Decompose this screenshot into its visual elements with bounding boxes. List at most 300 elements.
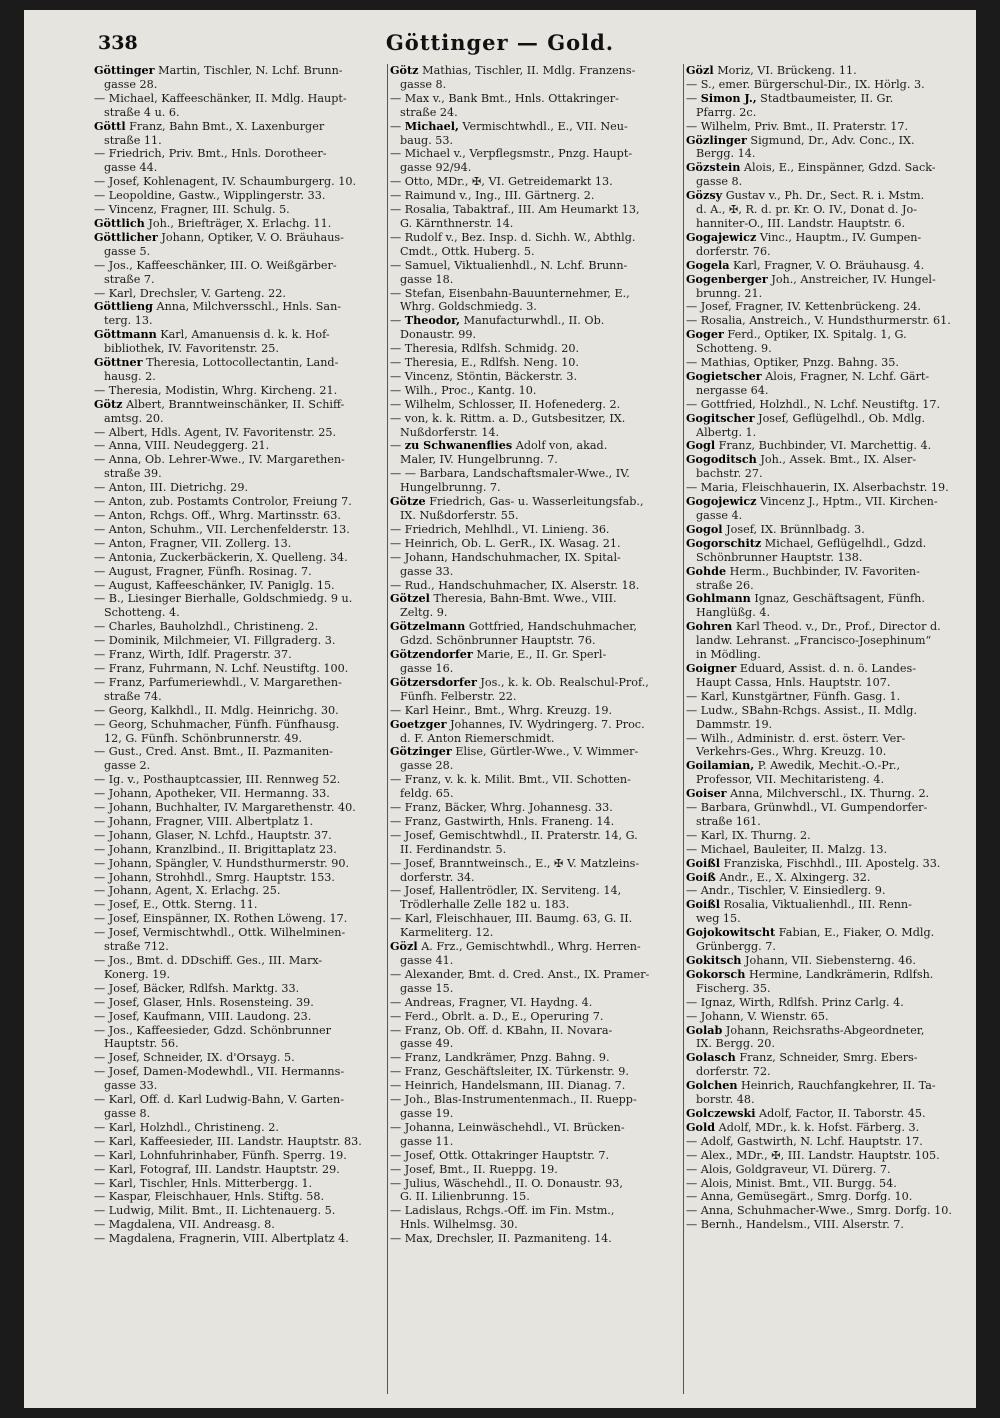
directory-entry: — Ferd., Obrlt. a. D., E., Operuring 7. (390, 1009, 604, 1023)
directory-entry: Pfarrg. 2c. (696, 105, 757, 119)
entry-surname: Goiß (686, 870, 716, 884)
entry-surname: Golczewski (686, 1106, 756, 1120)
entry-surname: Golchen (686, 1079, 738, 1093)
directory-entry: dorferstr. 34. (400, 870, 475, 884)
directory-entry: — Anna, Ob. Lehrer-Wwe., IV. Margarethen- (94, 453, 345, 467)
directory-entry: hausg. 2. (104, 369, 156, 383)
directory-entry: — Franz, Ob. Off. d. KBahn, II. Novara- (390, 1023, 613, 1037)
directory-entry: gasse 33. (400, 564, 454, 578)
directory-entry: d. F. Anton Riemerschmidt. (400, 731, 555, 745)
directory-entry: gasse 5. (104, 244, 151, 258)
directory-entry: Fünfh. Felberstr. 22. (400, 689, 517, 703)
directory-entry (686, 453, 962, 467)
directory-entry: — Karl, Holzhdl., Christineng. 2. (94, 1120, 279, 1134)
directory-entry: terg. 13. (104, 314, 153, 328)
entry-details: Vincenz J., Hptm., VII. Kirchen- (760, 495, 938, 509)
entry-details: Fabian, E., Fiaker, O. Mdlg. (778, 926, 935, 940)
entry-details: Sigmund, Dr., Adv. Conc., IX. (750, 133, 915, 147)
directory-entry: Grünbergg. 7. (696, 940, 776, 954)
directory-entry: — Franz, Landkrämer, Pnzg. Bahng. 9. (390, 1051, 610, 1065)
directory-entry: gasse 49. (400, 1037, 454, 1051)
directory-entry: — Theresia, Modistin, Whrg. Kircheng. 21. (94, 383, 338, 397)
directory-entry: — Ludw., SBahn-Rchgs. Assist., II. Mdlg. (686, 703, 918, 717)
entry-surname: Göttlicher (94, 230, 158, 244)
directory-entry: gasse 33. (104, 1079, 158, 1093)
entry-details: Alois, E., Einspänner, Gdzd. Sack- (743, 161, 936, 175)
entry-surname: Goetzger (390, 717, 447, 731)
directory-entry: — Josef, Glaser, Hnls. Rosensteing. 39. (94, 995, 314, 1009)
entry-surname: Gohde (686, 564, 727, 578)
entry-surname: Gözl (686, 64, 714, 77)
directory-entry (686, 926, 962, 940)
directory-entry: Schotteng. 4. (104, 606, 180, 620)
directory-entry: — Josef, Ottk. Ottakringer Hauptstr. 7. (390, 1148, 610, 1162)
entry-details: Franz, Bahn Bmt., X. Laxenburger (129, 119, 325, 133)
entry-surname: Göttmann (94, 328, 157, 342)
directory-entry: Hungelbrunng. 7. (400, 481, 501, 495)
entry-details: Jos., k. k. Ob. Realschul-Prof., (480, 675, 649, 689)
entry-details: Gottfried, Handschuhmacher, (468, 620, 637, 634)
directory-entry: — Dominik, Milchmeier, VI. Fillgraderg. 3. (94, 634, 336, 648)
directory-entry: Konerg. 19. (104, 967, 171, 981)
directory-entry: straße 11. (104, 133, 162, 147)
directory-entry: — Ignaz, Wirth, Rdlfsh. Prinz Carlg. 4. (686, 995, 904, 1009)
directory-page (24, 10, 976, 1408)
directory-entry: — Johann, Agent, X. Erlachg. 25. (94, 884, 281, 898)
entry-details: Eduard, Assist. d. n. ö. Landes- (739, 661, 916, 675)
directory-entry: — Franz, Parfumeriewhdl., V. Margarethen- (94, 675, 342, 689)
directory-entry: Dammstr. 19. (696, 717, 773, 731)
directory-entry: gasse 41. (400, 954, 454, 967)
directory-entry: — Joh., Blas-Instrumentenmach., II. Ruepp- (390, 1093, 637, 1107)
entry-surname: Götz (390, 64, 419, 77)
directory-entry: dorferstr. 76. (696, 244, 771, 258)
directory-entry: G. II. Lilienbrunng. 15. (400, 1190, 530, 1204)
directory-entry: — Wilh., Administr. d. erst. österr. Ver- (686, 731, 906, 745)
directory-entry: gasse 15. (400, 981, 454, 995)
directory-entry: — Josef, Bäcker, Rdlfsh. Marktg. 33. (94, 981, 300, 995)
directory-entry (686, 592, 962, 606)
entry-details: Gustav v., Ph. Dr., Sect. R. i. Mstm. (725, 189, 925, 203)
directory-entry: — Michael, Bauleiter, II. Malzg. 13. (686, 842, 888, 856)
directory-entry: — Antonia, Zuckerbäckerin, X. Quelleng. 34. (94, 550, 348, 564)
directory-entry: weg 15. (696, 912, 741, 926)
entry-surname: Gojokowitscht (686, 926, 776, 940)
directory-entry: — Ig. v., Posthauptcassier, III. Rennweg 52. (94, 773, 341, 787)
directory-entry (686, 259, 962, 273)
directory-entry: — Johanna, Leinwäschehdl., VI. Brücken- (390, 1120, 625, 1134)
directory-entry: — Heinrich, Handelsmann, III. Dianag. 7. (390, 1079, 626, 1093)
entry-surname: Gogenberger (686, 272, 768, 286)
directory-entry: Cmdt., Ottk. Huberg. 5. (400, 244, 535, 258)
directory-entry: — Vincenz, Fragner, III. Schulg. 5. (94, 203, 290, 217)
directory-entry: Karmeliterg. 12. (400, 926, 494, 940)
directory-entry: — Josef, Hallentrödler, IX. Serviteng. 14, (390, 884, 622, 898)
directory-entry: — Josef, Gemischtwhdl., II. Praterstr. 14, G. (390, 828, 638, 842)
directory-entry: — Ludwig, Milit. Bmt., II. Lichtenauerg. 5. (94, 1204, 336, 1218)
directory-entry: — Johann, Glaser, N. Lchfd., Hauptstr. 37. (94, 828, 332, 842)
directory-entry: gasse 4. (696, 509, 743, 522)
entry-surname: Goger (686, 328, 724, 342)
directory-entry: — Jos., Bmt. d. DDschiff. Ges., III. Marx- (94, 954, 323, 967)
directory-entry: — Michael, Kaffeeschänker, II. Mdlg. Haupt- (94, 91, 347, 105)
entry-surname: Göttlieng (94, 300, 153, 314)
directory-entry: Zeltg. 9. (400, 606, 448, 620)
directory-entry: — Alois, Minist. Bmt., VII. Burgg. 54. (686, 1176, 897, 1190)
directory-entry (686, 1051, 962, 1065)
directory-entry: — Albert, Hdls. Agent, IV. Favoritenstr. 25. (94, 425, 337, 439)
directory-entry (686, 1107, 962, 1121)
directory-entry: feldg. 65. (400, 787, 454, 801)
entry-surname: Gözl (390, 940, 418, 954)
directory-entry: — Adolf, Gastwirth, N. Lchf. Hauptstr. 17. (686, 1134, 923, 1148)
entry-surname: Götzelmann (390, 620, 466, 634)
directory-entry: — Karl, Fleischhauer, III. Baumg. 63, G. II. (390, 912, 633, 926)
entry-details: Johannes, IV. Wydringerg. 7. Proc. (450, 717, 645, 731)
directory-entry: — Otto, MDr., ✠, VI. Getreidemarkt 13. (390, 175, 613, 189)
directory-entry: — Johann, V. Wienstr. 65. (686, 1009, 829, 1023)
directory-entry: gasse 8. (696, 175, 743, 189)
directory-entry: straße 26. (696, 578, 754, 592)
directory-entry: II. Ferdinandstr. 5. (400, 842, 507, 856)
directory-entry: — Franz, Bäcker, Whrg. Johannesg. 33. (390, 801, 613, 815)
entry-details: Martin, Tischler, N. Lchf. Brunn- (158, 64, 343, 77)
entry-details: Rosalia, Viktualienhdl., III. Renn- (723, 898, 912, 912)
directory-entry: — Charles, Bauholzhdl., Christineng. 2. (94, 620, 319, 634)
entry-surname: Golasch (686, 1051, 736, 1065)
directory-entry: — Rudolf v., Bez. Insp. d. Sichh. W., Abthlg. (390, 230, 636, 244)
directory-entry (390, 648, 682, 662)
directory-entry: — Karl, Drechsler, V. Garteng. 22. (94, 286, 286, 300)
directory-entry (94, 120, 386, 134)
directory-entry: — Josef, E., Ottk. Sterng. 11. (94, 898, 258, 912)
entry-surname: Gokitsch (686, 954, 742, 967)
entry-details: Albert, Branntweinschänker, II. Schiff- (126, 397, 345, 411)
directory-entry (686, 787, 962, 801)
directory-entry: — Anna, VIII. Neudeggerg. 21. (94, 439, 270, 453)
directory-entry (686, 134, 962, 148)
directory-entry: G. Kärnthnerstr. 14. (400, 216, 514, 230)
directory-entry (94, 64, 386, 78)
directory-entry: — Josef, Einspänner, IX. Rothen Löweng. 17. (94, 912, 348, 926)
entry-details: Joh., Assek. Bmt., IX. Alser- (760, 453, 917, 467)
directory-entry (686, 537, 962, 551)
directory-entry: — Franz, Fuhrmann, N. Lchf. Neustiftg. 100. (94, 661, 349, 675)
entry-surname: Gogajewicz (686, 230, 757, 244)
directory-entry: — Johann, Spängler, V. Hundsthurmerstr. 90. (94, 856, 350, 870)
entry-details: Hermine, Landkrämerin, Rdlfsh. (748, 967, 934, 981)
directory-entry: gasse 18. (400, 272, 454, 286)
column-divider (387, 64, 388, 1394)
directory-entry: straße 712. (104, 940, 169, 954)
entry-surname: Gözstein (686, 161, 741, 175)
directory-entry (686, 231, 962, 245)
directory-entry: — Anton, III. Dietrichg. 29. (94, 481, 249, 495)
directory-entry: — B., Liesinger Bierhalle, Goldschmiedg. 9 u. (94, 592, 353, 606)
directory-entry (94, 231, 386, 245)
directory-entry: — Julius, Wäschehdl., II. O. Donaustr. 93, (390, 1176, 623, 1190)
directory-entry: — Josef, Branntweinsch., E., ✠ V. Matzleins- (390, 856, 640, 870)
directory-entry: — Andr., Tischler, V. Einsiedlerg. 9. (686, 884, 886, 898)
entry-details: Joh., Anstreicher, IV. Hungel- (771, 272, 936, 286)
directory-entry: — zu Schwanenflies Adolf von, akad. (390, 439, 608, 453)
directory-entry: gasse 16. (400, 661, 454, 675)
directory-entry: — Theodor, Manufacturwhdl., II. Ob. (390, 314, 605, 328)
entry-details: Franziska, Fischhdl., III. Apostelg. 33. (723, 856, 941, 870)
directory-entry (686, 759, 962, 773)
directory-entry: — Barbara, Grünwhdl., VI. Gumpendorfer- (686, 801, 928, 815)
entry-details: Friedrich, Gas- u. Wasserleitungsfab., (429, 495, 644, 509)
directory-entry: — Alexander, Bmt. d. Cred. Anst., IX. Pramer- (390, 967, 650, 981)
directory-entry: — Maria, Fleischhauerin, IX. Alserbachstr. 19. (686, 481, 949, 495)
directory-entry (390, 718, 682, 732)
entry-surname: Götzinger (390, 745, 452, 759)
directory-entry (686, 161, 962, 175)
directory-entry: — Anton, zub. Postamts Controlor, Freiung 7. (94, 495, 352, 509)
entry-details: Johann, Optiker, V. O. Bräuhaus- (161, 230, 344, 244)
entry-details: Joh., Briefträger, X. Erlachg. 11. (148, 216, 332, 230)
directory-entry (390, 676, 682, 690)
directory-entry: — Josef, Damen-Modewhdl., VII. Hermanns- (94, 1065, 345, 1079)
entry-surname: Göttinger (94, 64, 155, 77)
directory-entry (686, 370, 962, 384)
entry-surname: Gözsy (686, 189, 723, 203)
directory-entry: — Karl, Lohnfuhrinhaber, Fünfh. Sperrg. 19. (94, 1148, 347, 1162)
entry-surname: Götzendorfer (390, 648, 473, 662)
entry-surname: Göttner (94, 356, 143, 370)
entry-surname: Göttl (94, 119, 126, 133)
entry-details: Herm., Buchbinder, IV. Favoriten- (729, 564, 920, 578)
directory-entry (686, 871, 962, 885)
directory-entry: 12, G. Fünfh. Schönbrunnerstr. 49. (104, 731, 303, 745)
directory-entry: — Johann, Buchhalter, IV. Margarethenstr. 40. (94, 801, 356, 815)
directory-entry: — Wilhelm, Priv. Bmt., II. Praterstr. 17. (686, 119, 909, 133)
directory-entry: — Wilh., Proc., Kantg. 10. (390, 383, 537, 397)
directory-columns (94, 64, 962, 1394)
directory-entry: — Jos., Kaffeesieder, Gdzd. Schönbrunner (94, 1023, 331, 1037)
directory-entry: straße 7. (104, 272, 155, 286)
directory-entry: — — Barbara, Landschaftsmaler-Wwe., IV. (390, 467, 630, 481)
directory-entry: — Karl, Kaffeesieder, III. Landstr. Hauptstr. 83. (94, 1134, 362, 1148)
entry-details: Franz, Buchbinder, VI. Marchettig. 4. (718, 439, 932, 453)
directory-entry: — Johann, Strohhdl., Smrg. Hauptstr. 153. (94, 870, 335, 884)
entry-details: Ferd., Optiker, IX. Spitalg. 1, G. (727, 328, 907, 342)
directory-entry: landw. Lehranst. „Francisco-Josephinum“ (696, 634, 932, 648)
directory-entry: gasse 92/94. (400, 161, 472, 175)
directory-entry: straße 74. (104, 689, 162, 703)
directory-entry: — Gottfried, Holzhdl., N. Lchf. Neustiftg. 17. (686, 397, 941, 411)
directory-entry: nergasse 64. (696, 383, 769, 397)
directory-entry: — Johann, Handschuhmacher, IX. Spital- (390, 550, 621, 564)
entry-surname: Götze (390, 495, 426, 509)
entry-surname: Gogl (686, 439, 716, 453)
directory-entry: gasse 8. (400, 77, 447, 91)
directory-entry: — Josef, Fragner, IV. Kettenbrückeng. 24. (686, 300, 921, 314)
entry-surname: Golab (686, 1023, 723, 1037)
directory-entry: — Leopoldine, Gastw., Wipplingerstr. 33. (94, 189, 326, 203)
directory-entry: gasse 19. (400, 1106, 454, 1120)
entry-surname: Gohren (686, 620, 733, 634)
directory-entry: Professor, VII. Mechitaristeng. 4. (696, 773, 885, 787)
directory-entry: — Michael, Vermischtwhdl., E., VII. Neu- (390, 119, 628, 133)
directory-entry: — Josef, Vermischtwhdl., Ottk. Wilhelminen- (94, 926, 346, 940)
directory-entry: — Theresia, E., Rdlfsh. Neng. 10. (390, 356, 579, 370)
directory-entry: — Josef, Schneider, IX. d'Orsayg. 5. (94, 1051, 295, 1065)
entry-details: A. Frz., Gemischtwhdl., Whrg. Herren- (421, 940, 641, 954)
entry-details: Adolf, Factor, II. Taborstr. 45. (759, 1106, 926, 1120)
directory-entry: Hanglüßg. 4. (696, 606, 770, 620)
directory-entry: — Johann, Apotheker, VII. Hermanng. 33. (94, 787, 330, 801)
entry-details: Josef, IX. Brünnlbadg. 3. (726, 522, 865, 536)
directory-entry: — Josef, Kaufmann, VIII. Laudong. 23. (94, 1009, 312, 1023)
directory-entry: amtsg. 20. (104, 411, 164, 425)
directory-entry: gasse 28. (104, 77, 158, 91)
entry-details: Theresia, Lottocollectantin, Land- (146, 356, 339, 370)
directory-entry: straße 24. (400, 105, 458, 119)
directory-entry (686, 495, 962, 509)
directory-entry (390, 495, 682, 509)
entry-surname: Gogietscher (686, 369, 762, 383)
directory-entry: — Karl, Fotograf, III. Landstr. Hauptstr. 29. (94, 1162, 340, 1176)
directory-entry: — Rud., Handschuhmacher, IX. Alserstr. 18. (390, 578, 640, 592)
directory-entry: — August, Kaffeeschänker, IV. Paniglg. 15. (94, 578, 335, 592)
directory-entry: bibliothek, IV. Favoritenstr. 25. (104, 342, 279, 356)
directory-entry: — Josef, Bmt., II. Rueppg. 19. (390, 1162, 558, 1176)
entry-surname: Gogoditsch (686, 453, 757, 467)
directory-entry: — Johann, Fragner, VIII. Albertplatz 1. (94, 814, 314, 828)
entry-details: Mathias, Tischler, II. Mdlg. Franzens- (422, 64, 636, 77)
directory-entry: gasse 2. (104, 759, 151, 773)
entry-details: Andr., E., X. Alxingerg. 32. (719, 870, 871, 884)
directory-entry: Schotteng. 9. (696, 342, 772, 356)
entry-surname: Goißl (686, 856, 721, 870)
entry-name: zu Schwanenflies (404, 439, 513, 453)
entry-details: Karl, Amanuensis d. k. k. Hof- (160, 328, 330, 342)
directory-entry: — Georg, Kalkhdl., II. Mdlg. Heinrichg. 30. (94, 703, 339, 717)
directory-entry: — Karl Heinr., Bmt., Whrg. Kreuzg. 19. (390, 703, 613, 717)
directory-entry: Trödlerhalle Zelle 182 u. 183. (400, 898, 570, 912)
entry-surname: Goiser (686, 787, 727, 801)
entry-name: Michael, (404, 119, 459, 133)
directory-entry: Nußdorferstr. 14. (400, 425, 500, 439)
directory-entry: — Magdalena, VII. Andreasg. 8. (94, 1218, 275, 1232)
entry-surname: Götzersdorfer (390, 675, 477, 689)
directory-entry: Gdzd. Schönbrunner Hauptstr. 76. (400, 634, 596, 648)
running-head: Göttinger — Gold. (385, 30, 615, 55)
directory-entry (686, 898, 962, 912)
directory-entry: Hauptstr. 56. (104, 1037, 179, 1051)
entry-surname: Gogorschitz (686, 536, 762, 550)
directory-entry (686, 1121, 962, 1135)
directory-entry (686, 857, 962, 871)
directory-entry (94, 356, 386, 370)
directory-entry (686, 968, 962, 982)
directory-entry: — Samuel, Viktualienhdl., N. Lchf. Brunn- (390, 258, 628, 272)
directory-entry: — Franz, v. k. k. Milit. Bmt., VII. Schotten- (390, 773, 631, 787)
directory-entry: — Ladislaus, Rchgs.-Off. im Fin. Mstm., (390, 1204, 615, 1218)
entry-surname: Gogela (686, 258, 730, 272)
directory-entry: brunng. 21. (696, 286, 763, 300)
directory-entry (390, 940, 682, 954)
directory-entry: gasse 28. (400, 759, 454, 773)
entry-details: Michael, Geflügelhdl., Gdzd. (764, 536, 927, 550)
directory-entry: — Friedrich, Priv. Bmt., Hnls. Dorotheer- (94, 147, 327, 161)
directory-entry: straße 4 u. 6. (104, 105, 180, 119)
column-1 (94, 64, 386, 1394)
directory-entry: — Alois, Goldgraveur, VI. Dürerg. 7. (686, 1162, 891, 1176)
entry-surname: Götz (94, 397, 123, 411)
entry-details: Vinc., Hauptm., IV. Gumpen- (759, 230, 922, 244)
directory-entry: — Rosalia, Tabaktraf., III. Am Heumarkt 13, (390, 203, 640, 217)
directory-entry: — Raimund v., Ing., III. Gärtnerg. 2. (390, 189, 595, 203)
directory-entry (94, 398, 386, 412)
entry-details: Karl, Fragner, V. O. Bräuhausg. 4. (733, 258, 925, 272)
directory-entry: gasse 8. (104, 1106, 151, 1120)
directory-entry: — Franz, Gastwirth, Hnls. Franeng. 14. (390, 814, 615, 828)
directory-entry: — S., emer. Bürgerschul-Dir., IX. Hörlg. 3. (686, 77, 925, 91)
entry-surname: Gogojewicz (686, 495, 757, 509)
directory-entry: — Mathias, Optiker, Pnzg. Bahng. 35. (686, 356, 899, 370)
directory-entry (94, 217, 386, 231)
entry-details: Adolf, MDr., k. k. Hofst. Färberg. 3. (718, 1120, 920, 1134)
entry-details: Heinrich, Rauchfangkehrer, II. Ta- (741, 1079, 936, 1093)
directory-entry: — Anna, Gemüsegärt., Smrg. Dorfg. 10. (686, 1190, 913, 1204)
directory-entry: — Karl, Tischler, Hnls. Mitterbergg. 1. (94, 1176, 313, 1190)
directory-entry (686, 412, 962, 426)
entry-details: Josef, Geflügelhdl., Ob. Mdlg. (758, 411, 926, 425)
directory-entry (686, 954, 962, 968)
directory-entry: Donaustr. 99. (400, 328, 477, 342)
directory-entry (686, 273, 962, 287)
directory-entry: — Stefan, Eisenbahn-Bauunternehmer, E., (390, 286, 630, 300)
directory-entry: — Anton, Rchgs. Off., Whrg. Martinsstr. 63. (94, 509, 341, 522)
directory-entry: — Vincenz, Stöntin, Bäckerstr. 3. (390, 369, 578, 383)
directory-entry: straße 161. (696, 814, 761, 828)
column-2 (390, 64, 682, 1394)
entry-surname: Gözlinger (686, 133, 747, 147)
directory-entry: — Theresia, Rdlfsh. Schmidg. 20. (390, 342, 580, 356)
directory-entry: — Karl, Kunstgärtner, Fünfh. Gasg. 1. (686, 689, 901, 703)
directory-entry (686, 523, 962, 537)
entry-details: Ignaz, Geschäftsagent, Fünfh. (754, 592, 925, 606)
directory-entry: hanniter-O., III. Landstr. Hauptstr. 6. (696, 216, 906, 230)
entry-surname: Goißl (686, 898, 721, 912)
entry-details: Johann, Reichsraths-Abgeordneter, (725, 1023, 925, 1037)
column-3 (686, 64, 962, 1394)
directory-entry (686, 328, 962, 342)
directory-entry: IX. Bergg. 20. (696, 1037, 775, 1051)
directory-entry: — Kaspar, Fleischhauer, Hnls. Stiftg. 58. (94, 1190, 325, 1204)
directory-entry (390, 745, 682, 759)
directory-entry (390, 620, 682, 634)
entry-surname: Göttlich (94, 216, 145, 230)
directory-entry: — Max, Drechsler, II. Pazmaniteng. 14. (390, 1232, 612, 1246)
entry-surname: Gogitscher (686, 411, 755, 425)
directory-entry: straße 39. (104, 467, 162, 481)
directory-entry: — Max v., Bank Bmt., Hnls. Ottakringer- (390, 91, 619, 105)
page-number: 338 (98, 32, 138, 54)
directory-entry (686, 1024, 962, 1038)
entry-details: Franz, Schneider, Smrg. Ebers- (739, 1051, 918, 1065)
directory-entry: in Mödling. (696, 648, 761, 662)
directory-entry: — Andreas, Fragner, VI. Haydng. 4. (390, 995, 593, 1009)
entry-details: Marie, E., II. Gr. Sperl- (476, 648, 607, 662)
directory-entry: — von, k. k. Rittm. a. D., Gutsbesitzer, IX. (390, 411, 626, 425)
directory-entry: — Michael v., Verpflegsmstr., Pnzg. Haupt- (390, 147, 633, 161)
directory-entry: dorferstr. 72. (696, 1065, 771, 1079)
directory-entry (686, 1079, 962, 1093)
directory-entry: — Alex., MDr., ✠, III. Landstr. Hauptstr. 105. (686, 1148, 940, 1162)
